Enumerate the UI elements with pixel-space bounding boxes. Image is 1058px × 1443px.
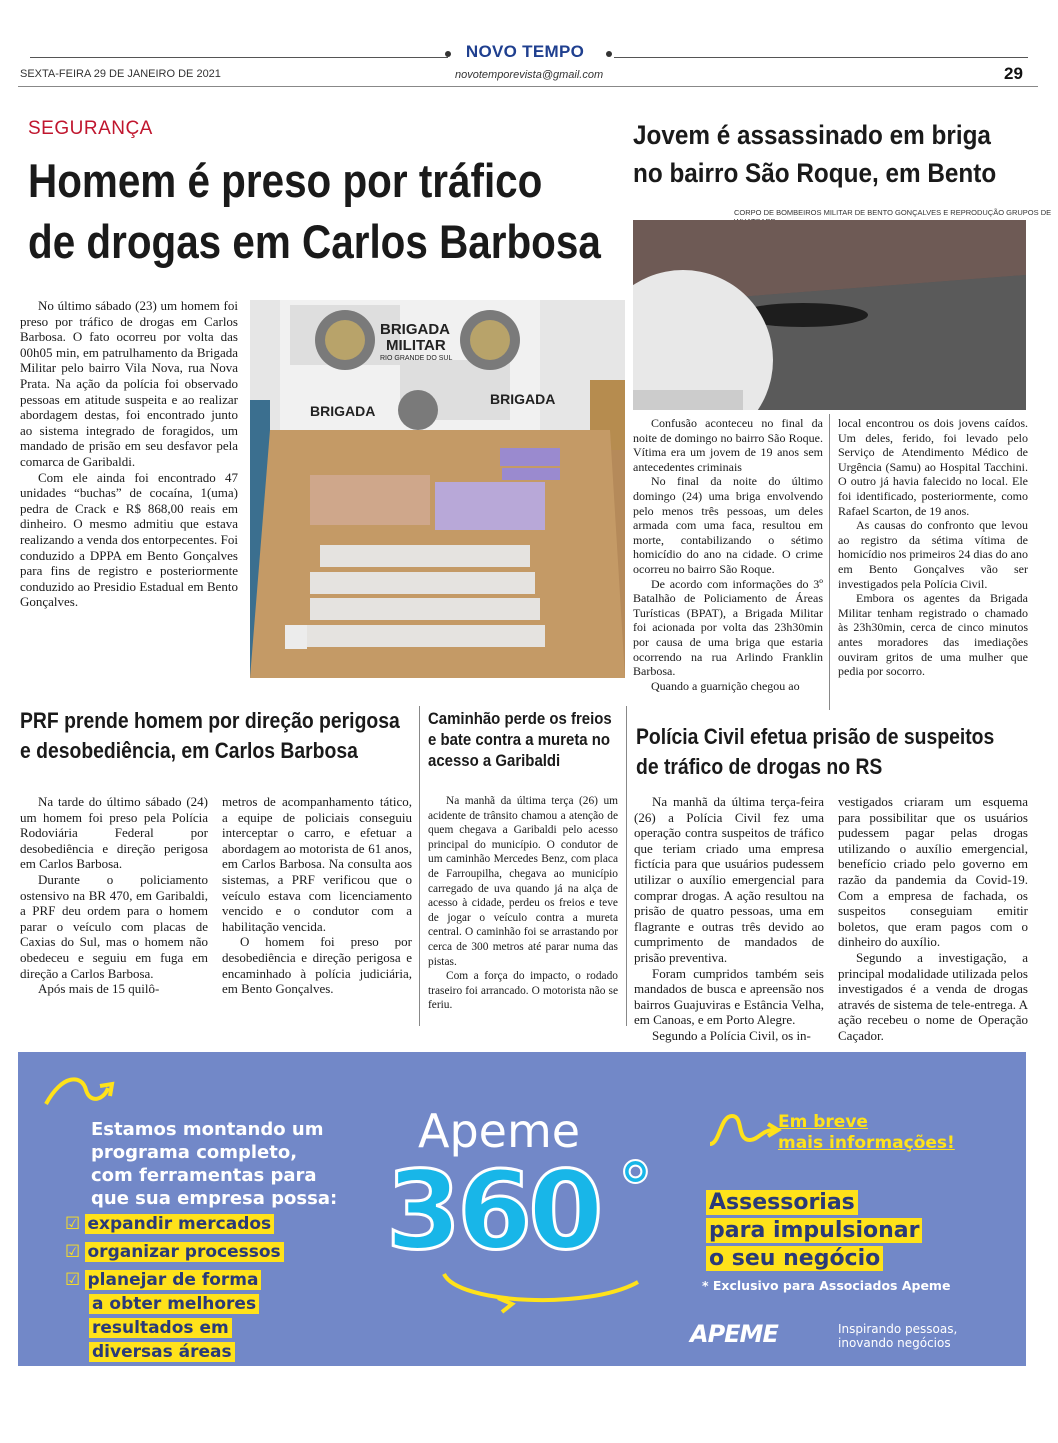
photo-credit: CORPO DE BOMBEIROS MILITAR DE BENTO GONÇALVES E REPRODUÇÃO GRUPOS DE xyxy=(734,208,1052,217)
ad-soon-line1: Em breve xyxy=(778,1112,868,1132)
ad-item-text: resultados em xyxy=(89,1318,232,1338)
caminhao-paragraph: Com a força do impacto, o rodado traseiro foi arrancado. O motorista não se feriu. xyxy=(428,970,618,1012)
article-divider xyxy=(419,706,420,1026)
svg-text:BRIGADA: BRIGADA xyxy=(490,391,556,407)
photo-sign-brigada: BRIGADA xyxy=(380,321,450,338)
policia-civil-paragraph: Segundo a Polícia Civil, os in- xyxy=(652,1027,811,1043)
ad-assess-line: Assessorias xyxy=(706,1190,858,1215)
apeme-logo: APEME xyxy=(690,1320,778,1348)
caminhao-paragraph: Na manhã da última terça (26) um acidente de trânsito chamou a atenção de quem chegava a Garibaldi pelo acesso principal do município. O condutor de um caminhão Mercedes Benz, com placa de Farroupilha, chegava ao município carregado de uva quando já na alça de acesso à cidade, perdeu os freios e teve de jogar o veículo contra a mureta central. O caminhão foi se arrastando por cerca de 300 metros até parar numa das pistas. xyxy=(428,795,618,968)
policia-civil-paragraph: Na manhã da última terça-feira (26) a Polícia Civil fez uma operação contra suspeitos de tráfico que teriam criado uma empresa fictícia para que usuários pudessem utilizar o auxílio emergencial para comprar drogas. A ação resultou na prisão de quatro pessoas, uma em flagrante e outras três devido ao cumprimento de mandados de prisão preventiva. xyxy=(634,794,824,965)
ad-degree-symbol: ° xyxy=(618,1148,653,1230)
masthead-rule-right xyxy=(614,57,1028,58)
policia-civil-paragraph: Foram cumpridos também seis mandados de busca e apreensão nos bairros Guajuviras e Estância Velha, em Canoas, e em Porto Alegre. xyxy=(634,965,824,1028)
jovem-headline-line2: no bairro São Roque, em Bento xyxy=(633,158,997,188)
ad-intro xyxy=(91,1118,337,1210)
squiggle-arrow-icon xyxy=(706,1110,786,1150)
jovem-paragraph: As causas do confronto que levou ao registro da sétima vítima de homicídio nos primeiros 24 dias do ano em Bento Gonçalves vão ser investigados pela Polícia Civil. xyxy=(838,518,1028,591)
photo-sign-militar: MILITAR xyxy=(386,337,446,354)
ad-checklist xyxy=(65,1212,284,1364)
jovem-paragraph: Embora os agentes da Brigada Militar tenham registrado o chamado às 23h30min, cerca de cinco minutos antes moradores das imediações ouviram gritos de uma mulher que pedia por socorro. xyxy=(838,591,1028,679)
prf-paragraph: metros de acompanhamento tático, a equipe de policiais conseguiu interceptar o carro, e efetuar a abordagem ao motorista de 61 anos, em Carlos Barbosa. Na consulta aos sistemas, a PRF verificou que o veículo estava com licenciamento vencido e o condutor com a habilitação vencida. xyxy=(222,794,412,934)
caminhao-body xyxy=(428,794,618,1013)
prf-paragraph: O homem foi preso por desobediência e direção perigosa e encaminhado à polícia judiciária, em Bento Gonçalves. xyxy=(222,934,412,997)
main-headline-line1: Homem é preso por tráfico xyxy=(28,154,543,207)
ad-item-text: diversas áreas xyxy=(89,1342,235,1362)
ad-item-continuation xyxy=(65,1316,284,1340)
caminhao-headline-line2: e bate contra a mureta no xyxy=(428,730,611,749)
prf-paragraph: Após mais de 15 quilô- xyxy=(38,981,160,997)
ad-exclusive-note: * Exclusivo para Associados Apeme xyxy=(702,1278,951,1293)
ad-intro-line: programa completo, xyxy=(91,1142,298,1163)
masthead-dot-right xyxy=(606,51,612,57)
caminhao-headline xyxy=(428,708,617,771)
apeme-wordmark: Apeme xyxy=(418,1104,581,1158)
caminhao-headline-line3: acesso a Garibaldi xyxy=(428,751,561,770)
jovem-paragraph: No final da noite do último domingo (24) uma briga envolvendo pelo menos três pessoas, um deles armada com uma faca, resultou em morte, contabilizando o sétimo homicídio do ano na cidade. O crime ocorreu no bairro São Roque. xyxy=(633,474,823,576)
ad-tagline xyxy=(838,1322,957,1350)
ad-intro-line: que sua empresa possa: xyxy=(91,1188,338,1209)
ad-item-continuation xyxy=(65,1340,284,1364)
ad-soon xyxy=(778,1112,955,1154)
ad-item-text: organizar processos xyxy=(85,1242,284,1262)
jovem-headline xyxy=(633,116,1029,192)
prf-column-1 xyxy=(20,794,208,997)
ad-item-text: expandir mercados xyxy=(85,1214,275,1234)
jovem-column-divider xyxy=(829,414,830,710)
ad-item-text: a obter melhores xyxy=(89,1294,259,1314)
prf-paragraph: Na tarde do último sábado (24) um homem foi preso pela Polícia Rodoviária Federal por desobediência e direção perigosa em Carlos Barbosa. xyxy=(20,794,208,872)
photo-sign-state: RIO GRANDE DO SUL xyxy=(380,355,453,362)
issue-date: SEXTA-FEIRA 29 DE JANEIRO DE 2021 xyxy=(20,68,221,80)
checkbox-icon: ☑ xyxy=(65,1270,81,1290)
main-headline-line2: de drogas em Carlos Barbosa xyxy=(28,215,601,268)
policia-civil-paragraph: Segundo a investigação, a principal modalidade utilizada pelos investigados é a venda de drogas através de sistema de tele-entrega. A ação recebeu o nome de Operação Caçador. xyxy=(838,949,1028,1043)
ad-item-text: planejar de forma xyxy=(85,1270,262,1290)
ad-check-item xyxy=(65,1212,284,1240)
crime-scene-illustration xyxy=(633,220,1026,410)
checkbox-icon: ☑ xyxy=(65,1242,81,1262)
svg-text:BRIGADA: BRIGADA xyxy=(310,403,376,419)
masthead-rule-left xyxy=(30,57,448,58)
ad-tagline-line1: Inspirando pessoas, xyxy=(838,1322,958,1336)
arrow-doodle-icon xyxy=(42,1070,132,1110)
seized-drugs-photo xyxy=(250,300,625,678)
article-divider xyxy=(626,706,627,1026)
masthead-dot-left xyxy=(445,51,451,57)
ad-intro-line: com ferramentas para xyxy=(91,1165,317,1186)
prf-headline-line1: PRF prende homem por direção perigosa xyxy=(20,708,400,733)
jovem-paragraph: Confusão aconteceu no final da noite de domingo no bairro São Roque. Vítima era um jovem de 19 anos sem antecedentes criminais xyxy=(633,416,823,474)
ad-intro-line: Estamos montando um xyxy=(91,1119,324,1140)
paper-name: NOVO TEMPO xyxy=(465,42,585,61)
jovem-headline-line1: Jovem é assassinado em briga xyxy=(633,120,991,150)
orbit-arrow-icon xyxy=(438,1264,648,1314)
seized-drugs-illustration xyxy=(250,300,625,678)
ad-soon-line2: mais informações! xyxy=(778,1133,955,1153)
main-paragraph: No último sábado (23) um homem foi preso por tráfico de drogas em Carlos Barbosa. O fato ocorreu por volta das 00h05 min, em patrulhamento da Brigada Militar pelo bairro Vila Nova, rua Nova Prata. Na ação da polícia foi observado pessoas em atitude suspeita e ao realizar abordagem destas, foi encontrado junto ao sistema integrado de foragidos, um mandado de prisão em seu desfavor pela comarca de Garibaldi. xyxy=(20,298,238,469)
prf-paragraph: Durante o policiamento ostensivo na BR 470, em Garibaldi, a PRF deu ordem para o homem parar o veículo com placas de Caxias do Sul, mas o homem não obedeceu e seguiu em fuga em direção a Carlos Barbosa. xyxy=(20,871,208,981)
section-label: SEGURANÇA xyxy=(28,118,153,139)
ad-assessorias xyxy=(706,1188,922,1272)
caminhao-headline-line1: Caminhão perde os freios xyxy=(428,709,612,728)
prf-headline-line2: e desobediência, em Carlos Barbosa xyxy=(20,738,358,763)
contact-email[interactable]: novotemporevista@gmail.com xyxy=(455,69,604,81)
jovem-paragraph: Quando a guarnição chegou ao xyxy=(651,678,800,693)
main-article-body xyxy=(20,298,238,610)
ad-item-continuation xyxy=(65,1292,284,1316)
ad-check-item xyxy=(65,1268,284,1292)
policia-civil-headline-line2: de tráfico de drogas no RS xyxy=(636,754,883,779)
ad-assess-line: para impulsionar xyxy=(706,1218,922,1243)
ad-assess-line: o seu negócio xyxy=(706,1246,883,1271)
policia-civil-column-1 xyxy=(634,794,824,1044)
policia-civil-column-2 xyxy=(838,794,1028,1044)
main-paragraph: Com ele ainda foi encontrado 47 unidades “buchas” de cocaína, 1(uma) pedra de Crack e R$ 868,00 reais em dinheiro. O mesmo admitiu que estava realizando a venda dos entorpecentes. Foi conduzido a DPPA em Bento Gonçalves para fins de registro e posteriormente conduzido ao Presidio Estadual em Bento Gonçalves. xyxy=(20,469,238,610)
jovem-column-1 xyxy=(633,416,823,693)
prf-headline xyxy=(20,706,416,766)
checkbox-icon: ☑ xyxy=(65,1214,81,1234)
page-number: 29 xyxy=(1004,64,1023,83)
crime-scene-photo xyxy=(633,220,1026,410)
policia-civil-paragraph: vestigados criaram um esquema para possibilitar que os usuários pudessem pagar pelas drogas utilizando o auxílio emergencial, benefício criado pelo governo em razão da pandemia da Covid-19. Com a empresa de fachada, os suspeitos conseguiam emitir boletos, que eram pagos com o dinheiro do auxílio. xyxy=(838,794,1028,950)
ad-tagline-line2: inovando negócios xyxy=(838,1336,951,1350)
ad-360-number: 360 xyxy=(386,1149,600,1274)
ad-check-item xyxy=(65,1240,284,1268)
jovem-paragraph: De acordo com informações do 3º Batalhão de Policiamento de Áreas Turísticas (BPAT), a Brigada Militar foi acionada por volta das 23h30min por causa de uma briga que estaria ocorrendo na rua Arlindo Franklin Barbosa. xyxy=(633,576,823,679)
jovem-paragraph: local encontrou os dois jovens caídos. Um deles, ferido, foi levado pelo Serviço de Atendimento Médico de Urgência (Samu) ao Hospital Tacchini. O outro já havia falecido no local. Ele foi identificado, posteriormente, como Rafael Scarton, de 19 anos. xyxy=(838,416,1028,518)
jovem-column-2 xyxy=(838,416,1028,679)
apeme-ad-banner[interactable] xyxy=(18,1052,1026,1366)
policia-civil-headline-line1: Polícia Civil efetua prisão de suspeitos xyxy=(636,724,995,749)
policia-civil-headline xyxy=(636,722,1014,782)
prf-column-2 xyxy=(222,794,412,997)
main-headline xyxy=(28,150,630,272)
header-rule xyxy=(18,86,1038,87)
